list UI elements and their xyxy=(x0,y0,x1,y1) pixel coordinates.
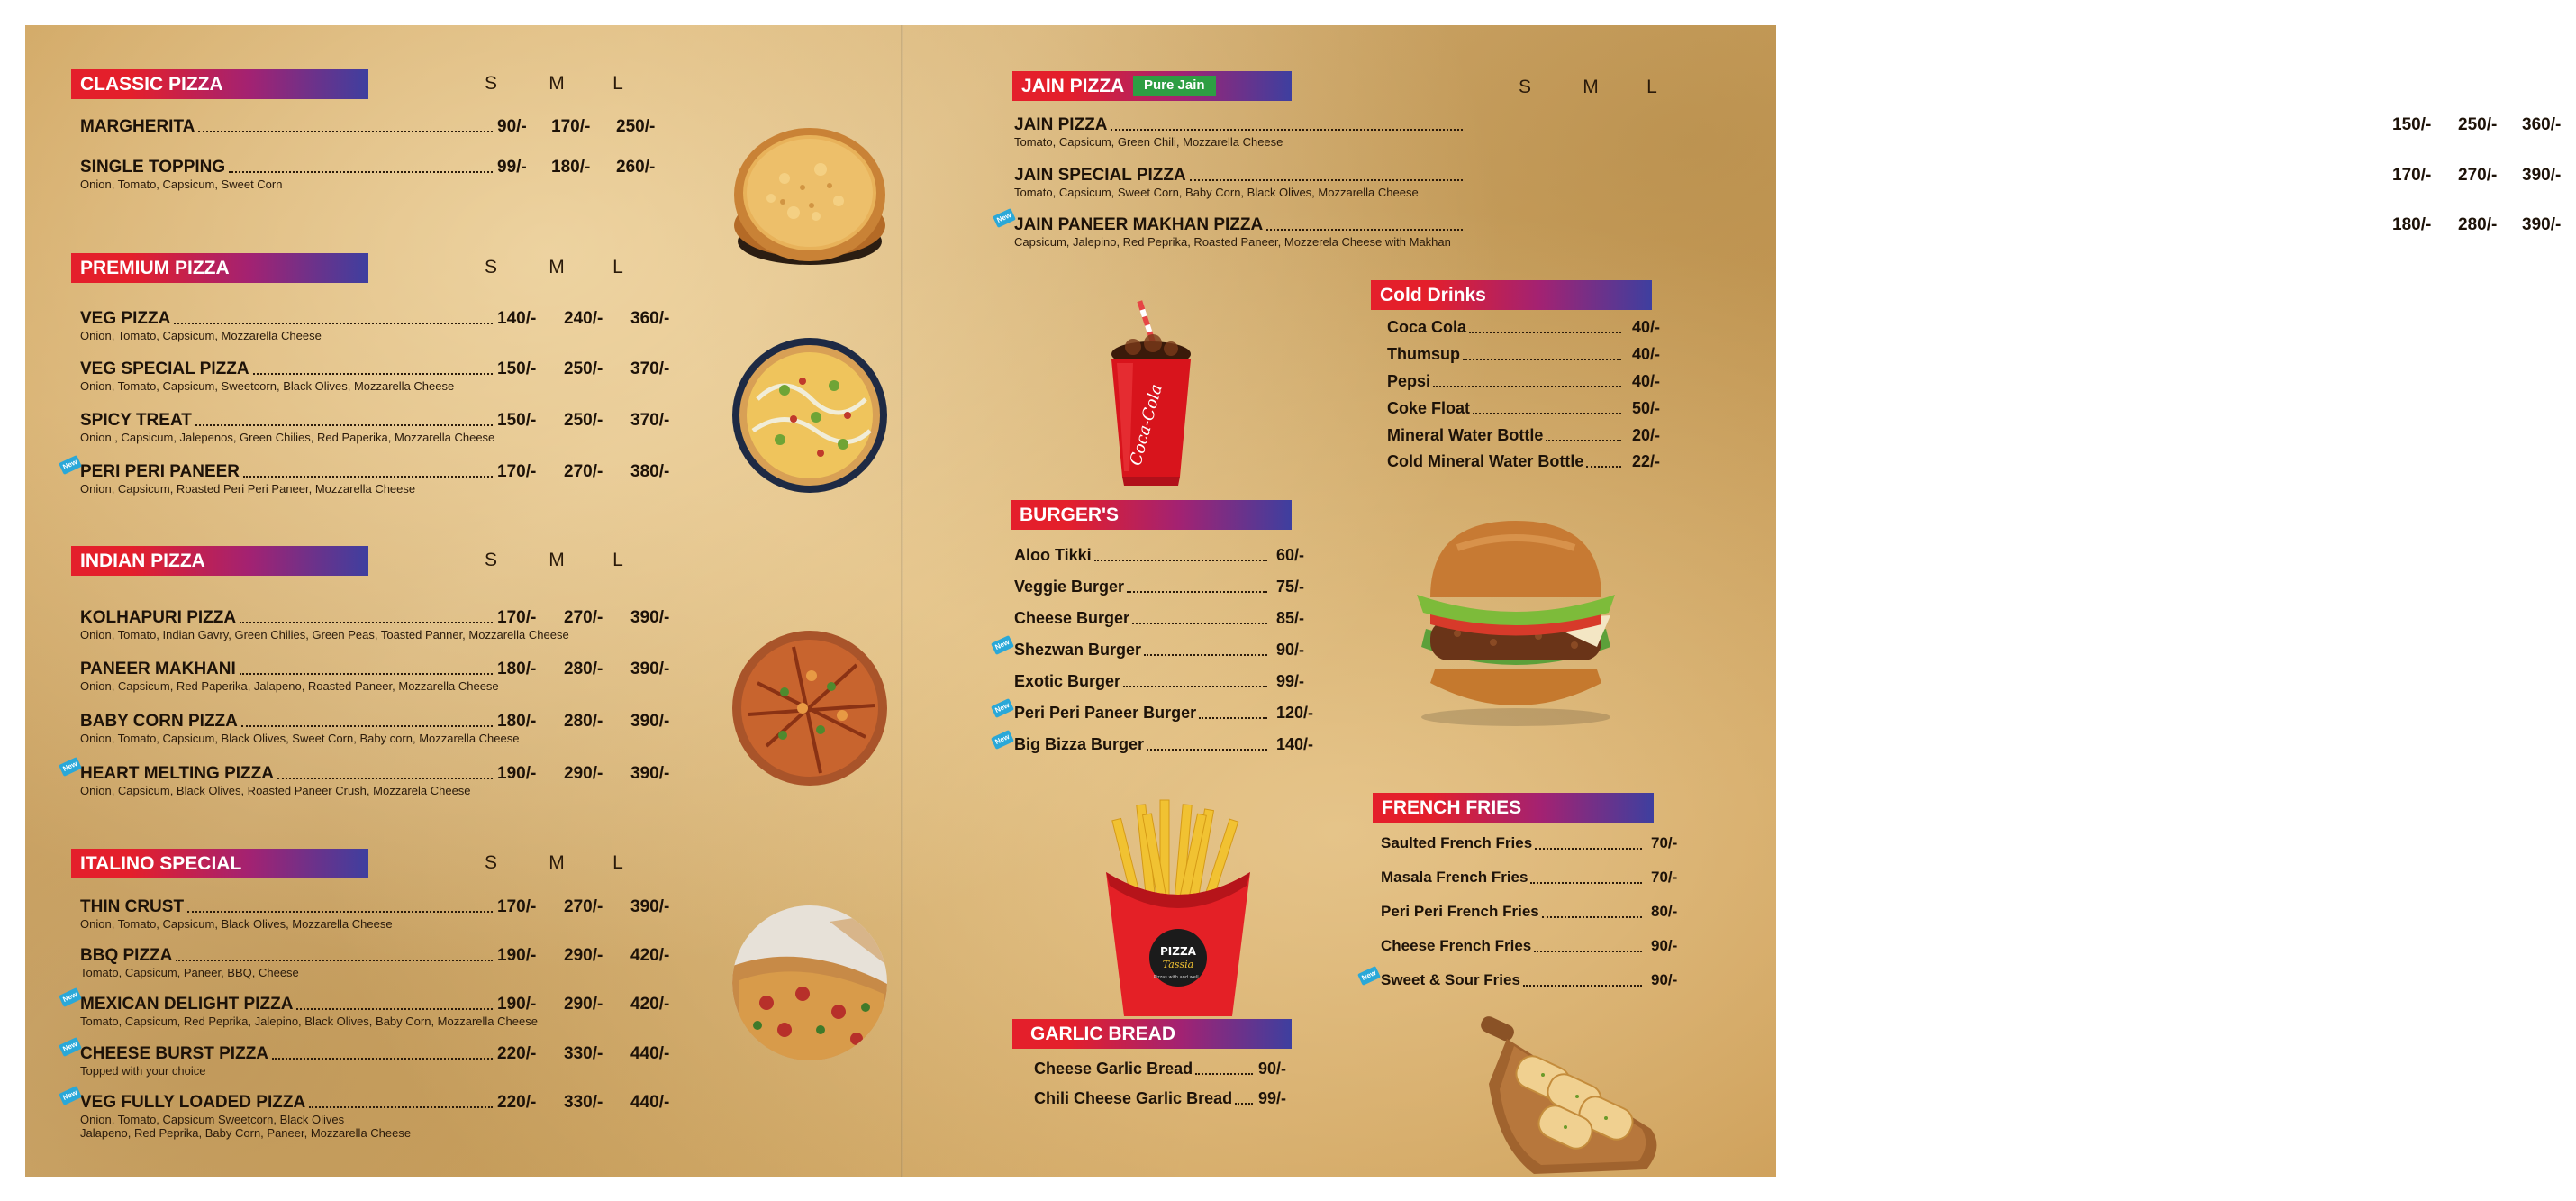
center-fold xyxy=(901,25,903,1177)
french-fries-photo xyxy=(1088,800,1268,1025)
price-small: 170/- xyxy=(2392,166,2432,185)
dotted-leader xyxy=(1535,846,1642,850)
menu-item-row xyxy=(80,946,685,982)
item-name: CHEESE BURST PIZZA xyxy=(80,1044,269,1063)
item-name: Chili Cheese Garlic Bread xyxy=(1034,1089,1233,1107)
dotted-leader xyxy=(1463,357,1621,360)
french-fries-header: FRENCH FRIES xyxy=(1373,793,1654,823)
dotted-leader xyxy=(241,723,493,727)
dotted-leader xyxy=(1523,983,1642,987)
price-large: 360/- xyxy=(630,309,670,328)
item-name: VEG PIZZA xyxy=(80,309,171,328)
premium-pizza-header: PREMIUM PIZZA xyxy=(71,253,368,283)
item-name: VEG FULLY LOADED PIZZA xyxy=(80,1093,306,1112)
menu-item-row xyxy=(1381,937,1705,962)
item-price: 90/- xyxy=(1258,1060,1287,1078)
item-price: 80/- xyxy=(1651,903,1678,920)
dotted-leader xyxy=(1144,652,1267,656)
coca-cola-logo: Coca-Cola xyxy=(1126,382,1166,469)
price-small: 180/- xyxy=(497,660,537,678)
item-name: HEART MELTING PIZZA xyxy=(80,764,274,783)
item-name: Big Bizza Burger xyxy=(1014,735,1145,753)
item-price: 20/- xyxy=(1632,426,1661,444)
item-price: 50/- xyxy=(1632,399,1661,417)
price-large: 440/- xyxy=(630,1044,670,1063)
size-m-label: M xyxy=(549,852,565,873)
item-description: Onion, Capsicum, Red Paperika, Jalapeno, Roasted Paneer, Mozzarella Cheese xyxy=(80,679,499,693)
dotted-leader xyxy=(174,321,493,324)
price-large: 440/- xyxy=(630,1093,670,1112)
fries-box-logo-bottom: Tassia xyxy=(1162,959,1194,970)
dotted-leader xyxy=(195,423,493,426)
item-name: Cheese Burger xyxy=(1014,609,1130,627)
price-small: 170/- xyxy=(497,462,537,481)
premium-size-labels xyxy=(473,257,653,278)
size-s-label: S xyxy=(484,852,497,873)
indian-pizza-photo xyxy=(730,629,889,787)
menu-item-row xyxy=(1014,578,1330,603)
price-small: 190/- xyxy=(497,995,537,1014)
dotted-leader xyxy=(296,1006,493,1010)
item-price: 99/- xyxy=(1258,1089,1287,1107)
item-description: Onion, Tomato, Indian Gavry, Green Chilies, Green Peas, Toasted Panner, Mozzarella Cheese xyxy=(80,628,569,641)
item-price: 40/- xyxy=(1632,372,1661,390)
pure-jain-badge: Pure Jain xyxy=(1133,76,1216,96)
price-large: 390/- xyxy=(630,712,670,731)
item-name: Cheese Garlic Bread xyxy=(1034,1060,1193,1078)
menu-item-row xyxy=(1381,869,1705,894)
menu-item-row xyxy=(80,359,685,396)
item-name: Cheese French Fries xyxy=(1381,937,1532,954)
menu-item-row xyxy=(1014,672,1330,697)
new-badge: New xyxy=(59,455,82,475)
item-name: MARGHERITA xyxy=(80,117,195,136)
size-m-label: M xyxy=(1583,77,1599,97)
menu-spread xyxy=(25,25,2562,1177)
menu-item-row xyxy=(993,700,1330,729)
item-description: Tomato, Capsicum, Paneer, BBQ, Cheese xyxy=(80,966,299,979)
classic-pizza-header: CLASSIC PIZZA xyxy=(71,69,368,99)
dotted-leader xyxy=(1132,621,1267,624)
jain-size-labels xyxy=(1507,77,1687,98)
menu-item-row xyxy=(1360,968,1705,996)
indian-pizza-header: INDIAN PIZZA xyxy=(71,546,368,576)
dotted-leader xyxy=(1433,384,1621,387)
price-small: 170/- xyxy=(497,608,537,627)
price-large: 390/- xyxy=(630,764,670,783)
price-large: 260/- xyxy=(616,158,656,177)
size-m-label: M xyxy=(549,257,565,278)
item-name: Aloo Tikki xyxy=(1014,546,1092,564)
price-small: 99/- xyxy=(497,158,527,177)
item-name: Masala French Fries xyxy=(1381,869,1528,886)
price-large: 390/- xyxy=(2522,215,2562,234)
price-large: 250/- xyxy=(616,117,656,136)
item-price: 40/- xyxy=(1632,318,1661,336)
price-large: 370/- xyxy=(630,411,670,430)
size-s-label: S xyxy=(484,73,497,94)
price-small: 180/- xyxy=(2392,215,2432,234)
size-s-label: S xyxy=(484,550,497,570)
burger-photo xyxy=(1403,512,1628,728)
price-large: 420/- xyxy=(630,946,670,965)
new-badge: New xyxy=(59,987,82,1007)
size-l-label: L xyxy=(612,852,623,873)
dotted-leader xyxy=(240,620,493,623)
margherita-pizza-photo xyxy=(730,115,889,274)
size-m-label: M xyxy=(549,73,565,94)
cold-drinks-header: Cold Drinks xyxy=(1371,280,1652,310)
menu-item-row xyxy=(61,1039,685,1080)
menu-item-row xyxy=(80,158,670,194)
fries-box-tagline: Pizzas with and well... xyxy=(1153,975,1203,980)
menu-item-row xyxy=(61,759,685,800)
menu-item-row xyxy=(1381,903,1705,928)
item-name: SPICY TREAT xyxy=(80,411,192,430)
size-s-label: S xyxy=(484,257,497,278)
price-medium: 240/- xyxy=(564,309,603,328)
price-medium: 280/- xyxy=(564,712,603,731)
new-badge: New xyxy=(59,757,82,777)
item-name: BBQ PIZZA xyxy=(80,946,173,965)
coca-cola-cup-photo xyxy=(1097,300,1205,498)
price-medium: 270/- xyxy=(564,897,603,916)
menu-item-row xyxy=(1014,115,2576,151)
item-description: Topped with your choice xyxy=(80,1064,206,1078)
price-large: 360/- xyxy=(2522,115,2562,134)
item-name: SINGLE TOPPING xyxy=(80,158,226,177)
new-badge: New xyxy=(991,635,1014,655)
menu-item-row xyxy=(61,1087,685,1140)
item-description: Tomato, Capsicum, Sweet Corn, Baby Corn, Black Olives, Mozzarella Cheese xyxy=(1014,186,1419,199)
price-large: 390/- xyxy=(630,897,670,916)
menu-item-row xyxy=(80,608,685,644)
item-name: Veggie Burger xyxy=(1014,578,1125,596)
new-badge: New xyxy=(59,1086,82,1105)
price-medium: 290/- xyxy=(564,946,603,965)
menu-item-row xyxy=(80,712,685,748)
price-small: 190/- xyxy=(497,764,537,783)
item-price: 75/- xyxy=(1276,578,1305,596)
size-s-label: S xyxy=(1518,77,1531,97)
dotted-leader xyxy=(1094,558,1267,561)
burgers-header: BURGER'S xyxy=(1011,500,1292,530)
price-medium: 330/- xyxy=(564,1044,603,1063)
dotted-leader xyxy=(1147,747,1267,751)
new-badge: New xyxy=(993,208,1016,228)
price-small: 150/- xyxy=(2392,115,2432,134)
item-name: Pepsi xyxy=(1387,372,1431,390)
garlic-bread-header: GARLIC BREAD xyxy=(1012,1019,1292,1049)
menu-item-row xyxy=(80,117,670,153)
item-description: Tomato, Capsicum, Red Peprika, Jalepino, Black Olives, Baby Corn, Mozzarella Cheese xyxy=(80,1014,538,1028)
item-description-line2: Jalapeno, Red Peprika, Baby Corn, Paneer, Mozzarella Cheese xyxy=(80,1126,412,1140)
item-name: PERI PERI PANEER xyxy=(80,462,240,481)
price-medium: 290/- xyxy=(564,764,603,783)
menu-item-row xyxy=(1387,372,1686,397)
price-large: 390/- xyxy=(2522,166,2562,185)
item-name: VEG SPECIAL PIZZA xyxy=(80,359,249,378)
price-small: 140/- xyxy=(497,309,537,328)
menu-item-row xyxy=(61,989,685,1031)
menu-item-row xyxy=(80,411,685,447)
dotted-leader xyxy=(1530,880,1642,884)
item-description: Onion , Capsicum, Jalepenos, Green Chilies, Red Paperika, Mozzarella Cheese xyxy=(80,431,495,444)
menu-item-row xyxy=(993,637,1330,666)
jain-pizza-title: JAIN PIZZA xyxy=(1021,76,1125,96)
price-small: 190/- xyxy=(497,946,537,965)
item-description: Capsicum, Jalepino, Red Peprika, Roasted Paneer, Mozzerela Cheese with Makhan xyxy=(1014,235,1451,249)
item-name: Coke Float xyxy=(1387,399,1471,417)
item-description: Onion, Tomato, Capsicum, Black Olives, Sweet Corn, Baby corn, Mozzarella Cheese xyxy=(80,732,520,745)
item-description: Onion, Tomato, Capsicum Sweetcorn, Black Olives xyxy=(80,1113,345,1126)
item-name: MEXICAN DELIGHT PIZZA xyxy=(80,995,294,1014)
item-price: 70/- xyxy=(1651,869,1678,886)
menu-item-row xyxy=(1014,609,1330,634)
price-large: 390/- xyxy=(630,608,670,627)
item-name: JAIN PANEER MAKHAN PIZZA xyxy=(1014,215,1264,234)
new-badge: New xyxy=(59,1037,82,1057)
dotted-leader xyxy=(176,958,493,961)
premium-pizza-photo xyxy=(730,336,889,495)
price-large: 390/- xyxy=(630,660,670,678)
dotted-leader xyxy=(1542,914,1642,918)
item-name: BABY CORN PIZZA xyxy=(80,712,238,731)
price-small: 220/- xyxy=(497,1044,537,1063)
item-name: Sweet & Sour Fries xyxy=(1381,971,1520,988)
item-name: Coca Cola xyxy=(1387,318,1467,336)
item-description: Tomato, Capsicum, Green Chili, Mozzarella Cheese xyxy=(1014,135,1283,149)
item-name: KOLHAPURI PIZZA xyxy=(80,608,237,627)
dotted-leader xyxy=(198,129,493,132)
item-name: Exotic Burger xyxy=(1014,672,1121,690)
italino-special-header: ITALINO SPECIAL xyxy=(71,849,368,878)
item-price: 40/- xyxy=(1632,345,1661,363)
classic-size-labels xyxy=(473,73,653,95)
item-description: Onion, Tomato, Capsicum, Sweetcorn, Black Olives, Mozzarella Cheese xyxy=(80,379,455,393)
indian-size-labels xyxy=(473,550,653,571)
garlic-bread-photo xyxy=(1462,1003,1678,1183)
price-medium: 250/- xyxy=(2458,115,2498,134)
item-price: 120/- xyxy=(1276,704,1314,722)
dotted-leader xyxy=(277,776,493,779)
dotted-leader xyxy=(1199,715,1267,719)
price-medium: 280/- xyxy=(564,660,603,678)
dotted-leader xyxy=(1111,127,1463,131)
item-description: Onion, Tomato, Capsicum, Sweet Corn xyxy=(80,177,283,191)
italino-size-labels xyxy=(473,852,653,874)
menu-item-row xyxy=(1014,546,1330,571)
dotted-leader xyxy=(1586,464,1621,468)
item-name: Thumsup xyxy=(1387,345,1460,363)
menu-item-row xyxy=(80,660,685,696)
italino-pizza-photo xyxy=(730,904,889,1062)
menu-item-row xyxy=(1387,426,1686,451)
item-price: 85/- xyxy=(1276,609,1305,627)
new-badge: New xyxy=(991,698,1014,718)
price-small: 150/- xyxy=(497,411,537,430)
item-name: Peri Peri French Fries xyxy=(1381,903,1539,920)
dotted-leader xyxy=(243,474,493,478)
item-price: 90/- xyxy=(1651,971,1678,988)
item-name: Saulted French Fries xyxy=(1381,834,1533,851)
dotted-leader xyxy=(1266,227,1463,231)
item-price: 60/- xyxy=(1276,546,1305,564)
menu-item-row xyxy=(80,897,685,933)
item-name: THIN CRUST xyxy=(80,897,185,916)
item-name: Cold Mineral Water Bottle xyxy=(1387,452,1584,470)
dotted-leader xyxy=(1195,1071,1253,1075)
item-description: Onion, Tomato, Capsicum, Black Olives, Mozzarella Cheese xyxy=(80,917,393,931)
price-large: 420/- xyxy=(630,995,670,1014)
item-name: PANEER MAKHANI xyxy=(80,660,236,678)
size-l-label: L xyxy=(612,73,623,94)
menu-item-row xyxy=(1387,345,1686,370)
price-large: 370/- xyxy=(630,359,670,378)
item-description: Onion, Tomato, Capsicum, Mozzarella Cheese xyxy=(80,329,322,342)
dotted-leader xyxy=(1235,1101,1253,1105)
item-price: 90/- xyxy=(1651,937,1678,954)
item-description: Onion, Capsicum, Black Olives, Roasted Paneer Crush, Mozzarela Cheese xyxy=(80,784,471,797)
price-medium: 280/- xyxy=(2458,215,2498,234)
dotted-leader xyxy=(229,169,493,173)
price-small: 170/- xyxy=(497,897,537,916)
size-l-label: L xyxy=(612,257,623,278)
price-medium: 180/- xyxy=(551,158,591,177)
dotted-leader xyxy=(1123,684,1267,687)
new-badge: New xyxy=(991,730,1014,750)
menu-item-row xyxy=(1387,399,1686,424)
menu-item-row xyxy=(1381,834,1705,860)
size-m-label: M xyxy=(549,550,565,570)
menu-item-row xyxy=(61,457,685,498)
item-description: Onion, Capsicum, Roasted Peri Peri Paneer, Mozzarella Cheese xyxy=(80,482,416,496)
dotted-leader xyxy=(272,1056,493,1060)
item-name: JAIN SPECIAL PIZZA xyxy=(1014,166,1186,185)
dotted-leader xyxy=(1469,330,1621,333)
menu-item-row xyxy=(1387,318,1686,343)
item-name: JAIN PIZZA xyxy=(1014,115,1108,134)
price-large: 380/- xyxy=(630,462,670,481)
dotted-leader xyxy=(1473,411,1621,414)
new-badge: New xyxy=(1357,966,1381,986)
dotted-leader xyxy=(1534,949,1642,952)
price-small: 220/- xyxy=(497,1093,537,1112)
item-price: 70/- xyxy=(1651,834,1678,851)
size-l-label: L xyxy=(1646,77,1657,97)
item-name: Peri Peri Paneer Burger xyxy=(1014,704,1197,722)
price-medium: 250/- xyxy=(564,359,603,378)
menu-item-row xyxy=(995,210,2576,251)
dotted-leader xyxy=(253,371,493,375)
menu-item-row xyxy=(1034,1089,1312,1115)
dotted-leader xyxy=(1127,589,1267,593)
dotted-leader xyxy=(187,909,493,913)
item-price: 140/- xyxy=(1276,735,1314,753)
menu-item-row xyxy=(1387,452,1686,478)
menu-item-row xyxy=(993,732,1330,760)
dotted-leader xyxy=(1190,177,1463,181)
dotted-leader xyxy=(1546,438,1621,441)
dotted-leader xyxy=(240,671,493,675)
size-l-label: L xyxy=(612,550,623,570)
fries-box-logo-top: PIZZA xyxy=(1160,945,1196,958)
price-medium: 270/- xyxy=(564,608,603,627)
price-small: 90/- xyxy=(497,117,527,136)
price-small: 150/- xyxy=(497,359,537,378)
menu-item-row xyxy=(1014,166,2576,202)
item-name: Shezwan Burger xyxy=(1014,641,1142,659)
price-medium: 270/- xyxy=(2458,166,2498,185)
item-price: 99/- xyxy=(1276,672,1305,690)
price-medium: 250/- xyxy=(564,411,603,430)
item-price: 22/- xyxy=(1632,452,1661,470)
price-medium: 170/- xyxy=(551,117,591,136)
dotted-leader xyxy=(309,1105,493,1108)
price-medium: 270/- xyxy=(564,462,603,481)
item-price: 90/- xyxy=(1276,641,1305,659)
price-small: 180/- xyxy=(497,712,537,731)
price-medium: 290/- xyxy=(564,995,603,1014)
menu-item-row xyxy=(1034,1060,1312,1085)
menu-item-row xyxy=(80,309,685,345)
price-medium: 330/- xyxy=(564,1093,603,1112)
item-name: Mineral Water Bottle xyxy=(1387,426,1544,444)
